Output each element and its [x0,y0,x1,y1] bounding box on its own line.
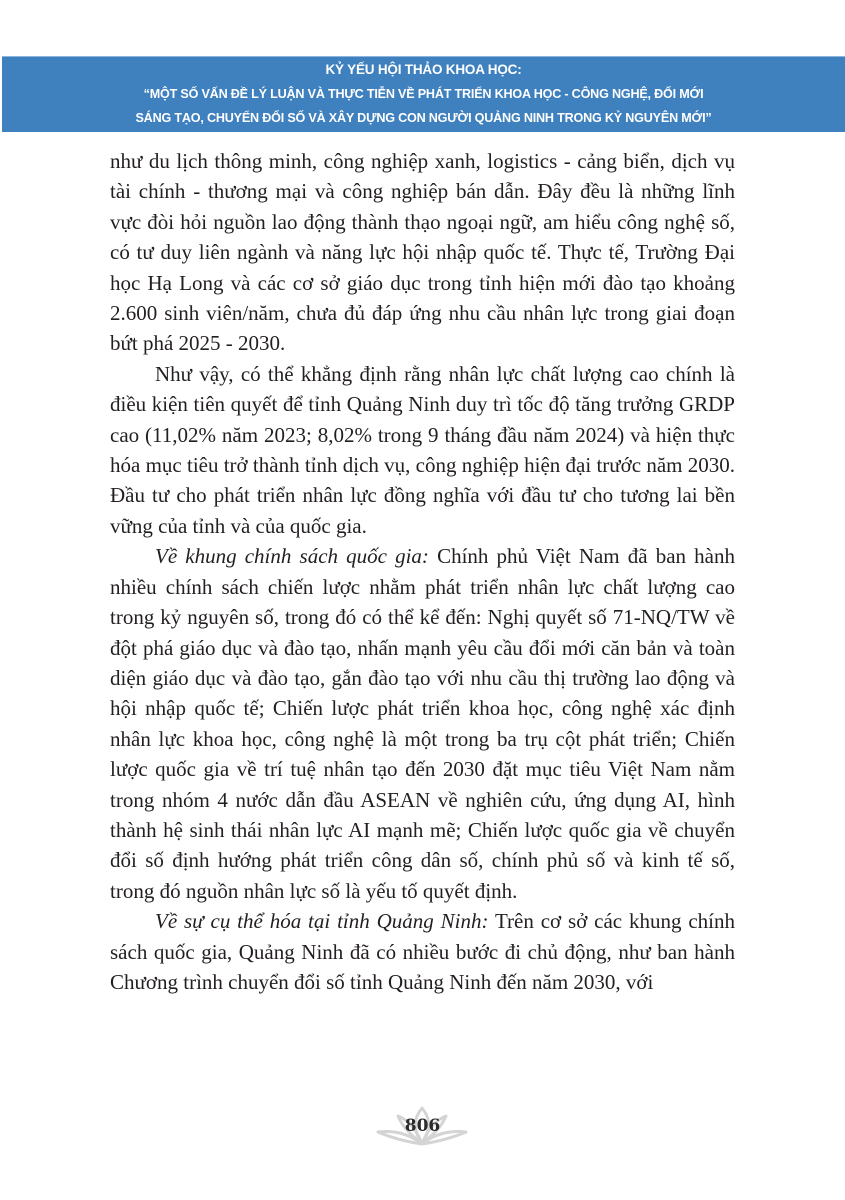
proceedings-header-banner [2,56,845,132]
conference-theme-line-1: “MỘT SỐ VẤN ĐỀ LÝ LUẬN VÀ THỰC TIỄN VỀ PHÁT TRIỂN KHOA HỌC - CÔNG NGHỆ, ĐỔI MỚI [143,87,704,101]
conference-theme-line-2: SÁNG TẠO, CHUYỂN ĐỔI SỐ VÀ XÂY DỰNG CON NGƯỜI QUẢNG NINH TRONG KỶ NGUYÊN MỚI” [135,111,712,125]
paragraph-lead-italic: Về sự cụ thể hóa tại tỉnh Quảng Ninh: [155,909,489,934]
paragraph-text: Như vậy, có thể khẳng định rằng nhân lực chất lượng cao chính là điều kiện tiên quyết để tỉnh Quảng Ninh duy trì tốc độ tăng trưởng GRDP cao (11,02% năm 2023; 8,02% trong 9 tháng đầu năm 2024) và hiện thực hóa mục tiêu trở thành tỉnh dịch vụ, công nghiệp hiện đại trước năm 2030. Đầu tư cho phát triển nhân lực đồng nghĩa với đầu tư cho tương lai bền vững của tỉnh và của quốc gia. [110,361,735,538]
paragraph-text: Chính phủ Việt Nam đã ban hành nhiều chính sách chiến lược nhằm phát triển nhân lực chất lượng cao trong kỷ nguyên số, trong đó có thể kể đến: Nghị quyết số 71-NQ/TW về đột phá giáo dục và đào tạo, nhấn mạnh yêu cầu đổi mới căn bản và toàn diện giáo dục và đào tạo, gắn đào tạo với nhu cầu thị trường lao động và hội nhập quốc tế; Chiến lược phát triển khoa học, công nghệ xác định nhân lực khoa học, công nghệ là một trong ba trụ cột phát triển; Chiến lược quốc gia về trí tuệ nhân tạo đến 2030 đặt mục tiêu Việt Nam nằm trong nhóm 4 nước dẫn đầu ASEAN về nghiên cứu, ứng dụng AI, hình thành hệ sinh thái nhân lực AI mạnh mẽ; Chiến lược quốc gia về chuyển đổi số định hướng phát triển công dân số, chính phủ số và kinh tế số, trong đó nguồn nhân lực số là yếu tố quyết định. [110,544,735,903]
paragraph-text: Trên cơ sở các khung chính sách quốc gia, Quảng Ninh đã có nhiều bước đi chủ động, như ban hành Chương trình chuyển đổi số tỉnh Quảng Ninh đến năm 2030, với [110,909,735,994]
page-number: 806 [404,1116,441,1136]
paragraph-text: như du lịch thông minh, công nghiệp xanh, logistics - cảng biển, dịch vụ tài chính - thương mại và công nghiệp bán dẫn. Đây đều là những lĩnh vực đòi hỏi nguồn lao động thành thạo ngoại ngữ, am hiểu công nghệ số, có tư duy liên ngành và năng lực hội nhập quốc tế. Thực tế, Trường Đại học Hạ Long và các cơ sở giáo dục trong tỉnh hiện mới đào tạo khoảng 2.600 sinh viên/năm, chưa đủ đáp ứng nhu cầu nhân lực trong giai đoạn bứt phá 2025 - 2030. [110,149,735,356]
body-text [110,146,735,997]
paragraph-hr-quality [110,359,735,541]
proceedings-title: KỶ YẾU HỘI THẢO KHOA HỌC: [325,62,522,77]
paragraph-lead-italic: Về khung chính sách quốc gia: [155,544,429,569]
paragraph-quang-ninh-policy [110,906,735,997]
paragraph-national-policy [110,541,735,906]
page-footer [0,1100,845,1150]
paragraph-continuation [110,146,735,359]
